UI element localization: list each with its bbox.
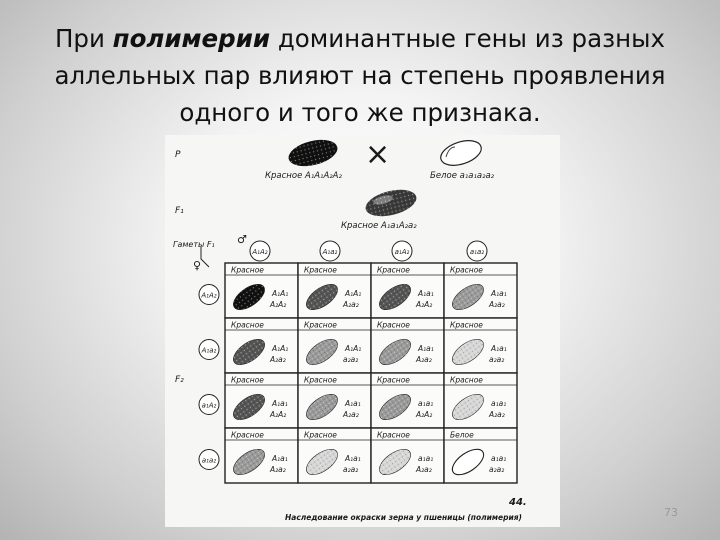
female-gamete — [199, 340, 219, 360]
cell-phenotype: Красное — [304, 375, 337, 385]
parent-red-label: Красное A₁A₁A₂A₂ — [265, 171, 342, 181]
cell-genotype-2: A₂a₂ — [416, 355, 432, 364]
grid-cell — [225, 263, 298, 318]
cell-genotype-2: A₂a₂ — [416, 465, 432, 474]
figure-number: 44. — [509, 497, 527, 508]
cell-genotype-2: A₂a₂ — [270, 465, 286, 474]
p-label: P — [175, 150, 181, 160]
cell-genotype-1: A₁A₁ — [272, 344, 289, 353]
title-prefix: При — [54, 24, 113, 53]
male-gametes-row — [250, 241, 487, 261]
cell-genotype-1: A₁A₁ — [272, 289, 289, 298]
cell-phenotype: Красное — [377, 430, 410, 440]
cell-phenotype: Красное — [231, 430, 264, 440]
cell-genotype-1: A₁a₁ — [418, 289, 434, 298]
title-emphasis: полимерии — [112, 24, 271, 53]
male-gamete-label: A₁A₂ — [252, 248, 268, 256]
cell-phenotype: Красное — [231, 375, 264, 385]
male-symbol: ♂ — [237, 233, 247, 246]
grid-cell — [371, 263, 444, 318]
cell-genotype-1: A₁a₁ — [418, 344, 434, 353]
f2-label: F₂ — [175, 375, 184, 385]
grid-cell — [444, 318, 517, 373]
cell-genotype-2: a₂a₂ — [489, 465, 505, 474]
cell-genotype-2: A₂a₂ — [489, 410, 505, 419]
cell-genotype-2: A₂A₂ — [270, 410, 287, 419]
cell-genotype-1: a₁a₁ — [491, 454, 507, 463]
f1-grain — [363, 185, 419, 221]
grid-cell — [298, 428, 371, 483]
title-line-1 — [20, 20, 700, 57]
female-gamete — [199, 285, 219, 305]
male-gamete — [320, 241, 340, 261]
cell-phenotype: Красное — [304, 265, 337, 275]
grid-cell — [298, 373, 371, 428]
title-line1-rest: доминантные гены из разных — [270, 24, 666, 53]
grid-cell — [371, 373, 444, 428]
parent-white-label: Белое a₁a₁a₂a₂ — [430, 171, 495, 181]
cell-phenotype: Красное — [231, 320, 264, 330]
cell-phenotype: Красное — [377, 375, 410, 385]
cell-genotype-1: a₁a₁ — [418, 399, 434, 408]
grid-cell — [444, 428, 517, 483]
cell-genotype-1: a₁a₁ — [418, 454, 434, 463]
title-line-2: аллельных пар влияют на степень проявления — [54, 61, 666, 90]
cell-genotype-1: A₁a₁ — [272, 399, 288, 408]
f1-label: F₁ — [175, 206, 184, 216]
polymery-diagram — [165, 135, 560, 527]
grid-cell — [225, 373, 298, 428]
grid-cell — [225, 428, 298, 483]
gamete-arrow — [201, 247, 209, 267]
punnett-grid — [225, 263, 517, 483]
cell-genotype-2: A₂a₂ — [270, 355, 286, 364]
title-line-3: одного и того же признака. — [179, 98, 541, 127]
cell-genotype-1: a₁a₁ — [491, 399, 507, 408]
cell-phenotype: Красное — [304, 320, 337, 330]
male-gamete — [392, 241, 412, 261]
f1-grain-label: Красное A₁a₁A₂a₂ — [341, 221, 417, 231]
cell-phenotype: Красное — [304, 430, 337, 440]
parent-red-grain — [286, 135, 340, 170]
figure-caption: Наследование окраски зерна у пшеницы (полимерия) — [285, 513, 522, 522]
female-gamete-label: a₁a₂ — [201, 456, 217, 465]
grid-cell — [371, 428, 444, 483]
cell-genotype-1: A₁a₁ — [491, 344, 507, 353]
cell-genotype-2: A₂A₂ — [270, 300, 287, 309]
male-gamete — [250, 241, 270, 261]
cell-phenotype: Белое — [450, 430, 474, 440]
diagram-svg — [165, 135, 560, 527]
cell-genotype-1: A₁a₁ — [345, 454, 361, 463]
grid-cell — [298, 318, 371, 373]
grid-cell — [225, 318, 298, 373]
cell-genotype-1: A₁A₁ — [345, 289, 362, 298]
female-gamete-label: A₁a₂ — [201, 346, 217, 355]
male-gamete-label: a₁a₂ — [469, 248, 485, 256]
cell-phenotype: Красное — [377, 265, 410, 275]
cell-phenotype: Красное — [450, 320, 483, 330]
male-gamete-label: a₁A₂ — [394, 248, 410, 256]
page-number: 73 — [664, 506, 678, 519]
female-gametes-column — [199, 285, 219, 470]
female-gamete — [199, 395, 219, 415]
female-gamete-label: A₁A₂ — [201, 291, 217, 300]
cell-phenotype: Красное — [450, 265, 483, 275]
parent-white-grain — [438, 136, 485, 170]
grid-cell — [444, 373, 517, 428]
female-gamete — [199, 450, 219, 470]
cell-genotype-2: a₂a₂ — [343, 355, 359, 364]
cell-genotype-1: A₁A₁ — [345, 344, 362, 353]
male-gamete-label: A₁a₂ — [322, 248, 338, 256]
cell-phenotype: Красное — [231, 265, 264, 275]
cell-genotype-2: a₂a₂ — [489, 355, 505, 364]
cell-genotype-2: A₂a₂ — [489, 300, 505, 309]
cell-genotype-1: A₁a₁ — [272, 454, 288, 463]
grid-cell — [444, 263, 517, 318]
gametes-label: Гаметы F₁ — [173, 240, 215, 249]
cell-phenotype: Красное — [450, 375, 483, 385]
grid-cell — [298, 263, 371, 318]
cell-genotype-2: A₂A₂ — [416, 300, 433, 309]
slide-title — [20, 20, 700, 131]
female-gamete-label: a₁A₂ — [201, 401, 217, 410]
grid-cell — [371, 318, 444, 373]
female-symbol: ♀ — [193, 259, 202, 272]
cross-symbol: × — [365, 137, 391, 172]
cell-genotype-2: a₂a₂ — [343, 465, 359, 474]
cell-genotype-1: A₁a₁ — [491, 289, 507, 298]
cell-genotype-2: A₂a₂ — [343, 410, 359, 419]
cell-genotype-2: A₂a₂ — [343, 300, 359, 309]
male-gamete — [467, 241, 487, 261]
cell-genotype-1: A₁a₁ — [345, 399, 361, 408]
cell-genotype-2: A₂A₂ — [416, 410, 433, 419]
cell-phenotype: Красное — [377, 320, 410, 330]
